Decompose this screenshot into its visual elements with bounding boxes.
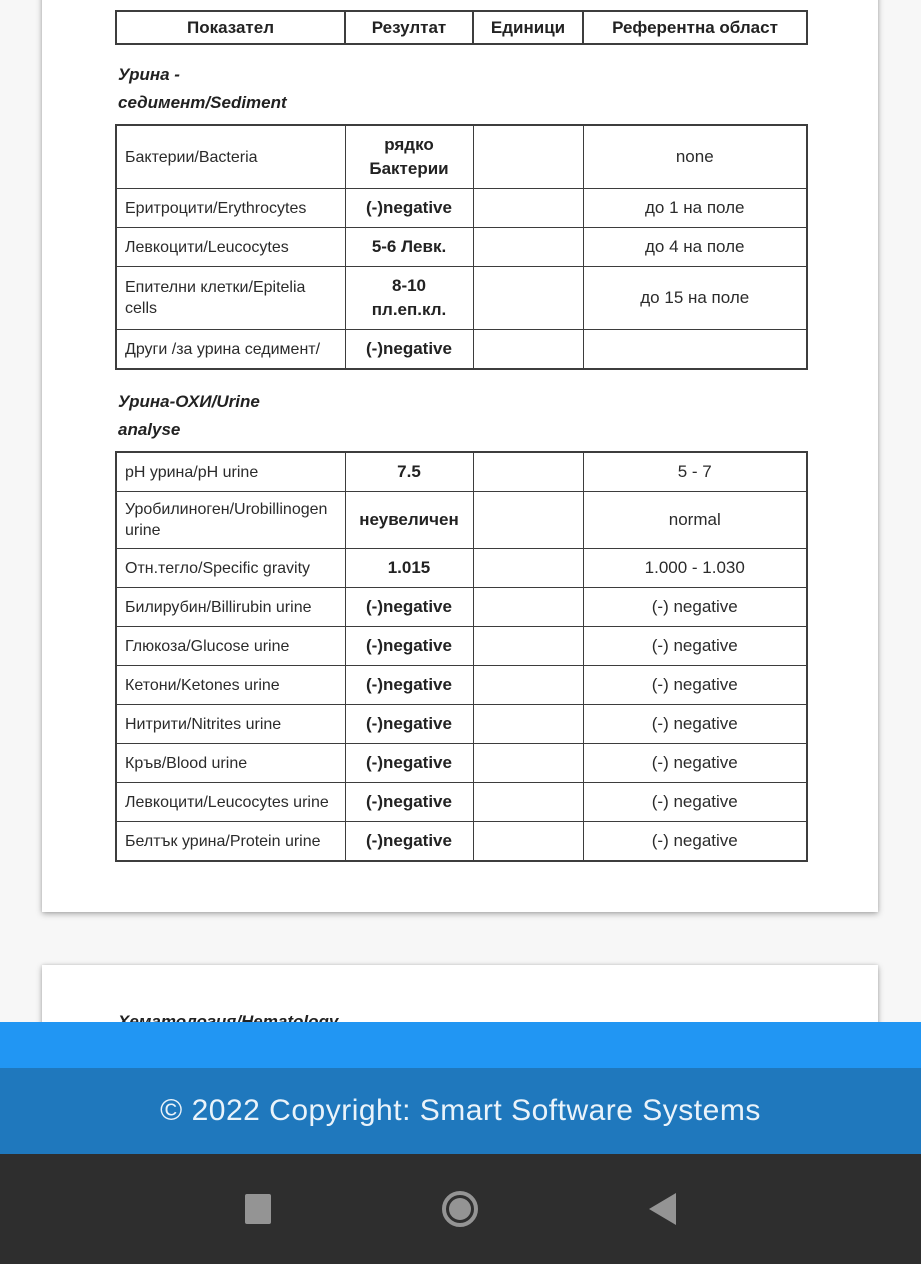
section-title-line: analyse <box>118 420 181 439</box>
table-row <box>116 549 807 588</box>
cell: (-)negative <box>345 627 473 666</box>
cell: Левкоцити/Leucocytes urine <box>116 783 345 822</box>
cell <box>473 330 583 370</box>
cell: Глюкоза/Glucose urine <box>116 627 345 666</box>
cell: (-)negative <box>345 705 473 744</box>
cell <box>473 228 583 267</box>
cell <box>473 125 583 189</box>
cell: Левкоцити/Leucocytes <box>116 228 345 267</box>
cell: 1.015 <box>345 549 473 588</box>
back-button[interactable] <box>649 1193 676 1225</box>
table-row <box>116 330 807 370</box>
cell <box>473 705 583 744</box>
column-header-indicator: Показател <box>116 11 345 44</box>
cell <box>473 627 583 666</box>
section-title-line: седимент/Sediment <box>118 93 287 112</box>
back-triangle-icon <box>649 1193 676 1225</box>
cell: 1.000 - 1.030 <box>583 549 807 588</box>
table-row <box>116 588 807 627</box>
cell: Отн.тегло/Specific gravity <box>116 549 345 588</box>
cell: (-) negative <box>583 783 807 822</box>
cell <box>583 330 807 370</box>
table-row <box>116 492 807 549</box>
cell: normal <box>583 492 807 549</box>
table-row <box>116 228 807 267</box>
column-header-reference: Референтна област <box>583 11 807 44</box>
cell: none <box>583 125 807 189</box>
cell: (-)negative <box>345 666 473 705</box>
cell: (-)negative <box>345 744 473 783</box>
cell: Кетони/Ketones urine <box>116 666 345 705</box>
cell: (-)negative <box>345 783 473 822</box>
home-circle-inner <box>449 1198 471 1220</box>
column-header-units: Единици <box>473 11 583 44</box>
recents-square-icon <box>245 1194 271 1224</box>
cell: до 4 на поле <box>583 228 807 267</box>
cell: Еритроцити/Erythrocytes <box>116 189 345 228</box>
cell: 7.5 <box>345 452 473 492</box>
cell: (-)negative <box>345 822 473 862</box>
cell <box>473 783 583 822</box>
cell: Епителни клетки/Epitelia cells <box>116 267 345 330</box>
cell: (-) negative <box>583 822 807 862</box>
cell: Нитрити/Nitrites urine <box>116 705 345 744</box>
cell: Белтък урина/Protein urine <box>116 822 345 862</box>
table-row <box>116 627 807 666</box>
home-button[interactable] <box>442 1191 478 1227</box>
cell: (-) negative <box>583 744 807 783</box>
cell: 5 - 7 <box>583 452 807 492</box>
cell <box>473 666 583 705</box>
cell <box>473 452 583 492</box>
column-header-result: Резултат <box>345 11 473 44</box>
cell: неувеличен <box>345 492 473 549</box>
cell: (-)negative <box>345 588 473 627</box>
table-row <box>116 189 807 228</box>
cell: (-)negative <box>345 330 473 370</box>
lab-report-content <box>42 0 878 862</box>
table-row <box>116 783 807 822</box>
footer-accent-bar <box>0 1022 921 1068</box>
table-row <box>116 744 807 783</box>
cell: 5-6 Левк. <box>345 228 473 267</box>
table-row <box>116 822 807 862</box>
cell: 8-10 пл.еп.кл. <box>345 267 473 330</box>
lab-report-card <box>42 0 878 912</box>
cell: до 15 на поле <box>583 267 807 330</box>
home-circle-icon <box>442 1191 478 1227</box>
urine-sediment-table <box>115 124 808 370</box>
header-row <box>116 11 807 44</box>
results-header-table <box>115 10 808 45</box>
footer-copyright-bar <box>0 1068 921 1154</box>
cell: (-) negative <box>583 666 807 705</box>
cell: (-) negative <box>583 705 807 744</box>
cell <box>473 822 583 862</box>
table-row <box>116 267 807 330</box>
cell <box>473 744 583 783</box>
table-row <box>116 452 807 492</box>
recents-button[interactable] <box>245 1194 271 1224</box>
section-title-line: Урина-ОХИ/Urine <box>118 392 260 411</box>
section-title-urine-ohi <box>118 388 848 444</box>
cell <box>473 549 583 588</box>
cell: Билирубин/Billirubin urine <box>116 588 345 627</box>
cell <box>473 267 583 330</box>
table-row <box>116 125 807 189</box>
cell: до 1 на поле <box>583 189 807 228</box>
android-navigation-bar <box>0 1154 921 1264</box>
cell: Кръв/Blood urine <box>116 744 345 783</box>
cell: (-)negative <box>345 189 473 228</box>
section-title-line: Урина - <box>118 65 180 84</box>
cell <box>473 588 583 627</box>
cell: pH урина/pH urine <box>116 452 345 492</box>
cell: (-) negative <box>583 627 807 666</box>
cell: (-) negative <box>583 588 807 627</box>
cell: Бактерии/Bacteria <box>116 125 345 189</box>
table-row <box>116 705 807 744</box>
urine-analysis-table <box>115 451 808 862</box>
cell: Уробилиноген/Urobillinogen urine <box>116 492 345 549</box>
table-row <box>116 666 807 705</box>
cell: рядко Бактерии <box>345 125 473 189</box>
copyright-text: © 2022 Copyright: Smart Software Systems <box>160 1094 761 1127</box>
cell: Други /за урина седимент/ <box>116 330 345 370</box>
cell <box>473 492 583 549</box>
cell <box>473 189 583 228</box>
section-title-urine-sediment <box>118 61 848 117</box>
